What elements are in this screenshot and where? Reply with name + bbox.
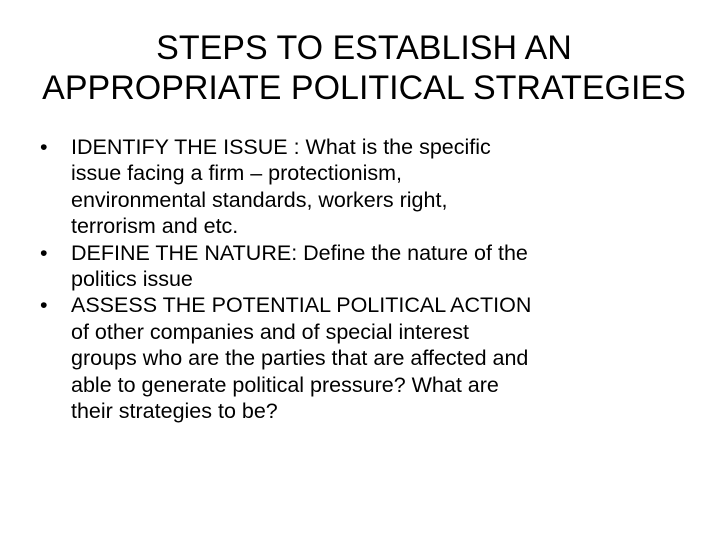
bullet-text-line: ASSESS THE POTENTIAL POLITICAL ACTION [71,293,532,318]
bullet-marker-icon: • [40,240,48,265]
bullet-text-line: their strategies to be? [71,399,278,424]
bullet-text-line: of other companies and of special interest [71,319,469,344]
bullet-item-define-nature [40,240,700,293]
bullet-text-line: terrorism and etc. [71,214,239,239]
slide-title [0,28,728,108]
bullet-text-line: politics issue [71,267,193,292]
bullet-item-assess-action [40,292,700,424]
title-line-2: APPROPRIATE POLITICAL STRATEGIES [42,69,686,107]
bullet-marker-icon: • [40,135,48,159]
bullet-text-line: DEFINE THE NATURE: Define the nature of the [71,240,528,265]
bullet-text-line: groups who are the parties that are affected and [71,346,529,371]
bullet-text-line: issue facing a firm – protectionism, [71,161,402,186]
bullet-text-line: IDENTIFY THE ISSUE : What is the specific [71,135,491,159]
bullet-marker-icon: • [40,293,48,318]
bullet-text-line: environmental standards, workers right, [71,187,448,212]
title-line-1: STEPS TO ESTABLISH AN [156,29,572,67]
bullet-item-identify-issue [40,134,700,240]
bullet-list [40,134,700,424]
bullet-text-line: able to generate political pressure? What are [71,372,499,397]
